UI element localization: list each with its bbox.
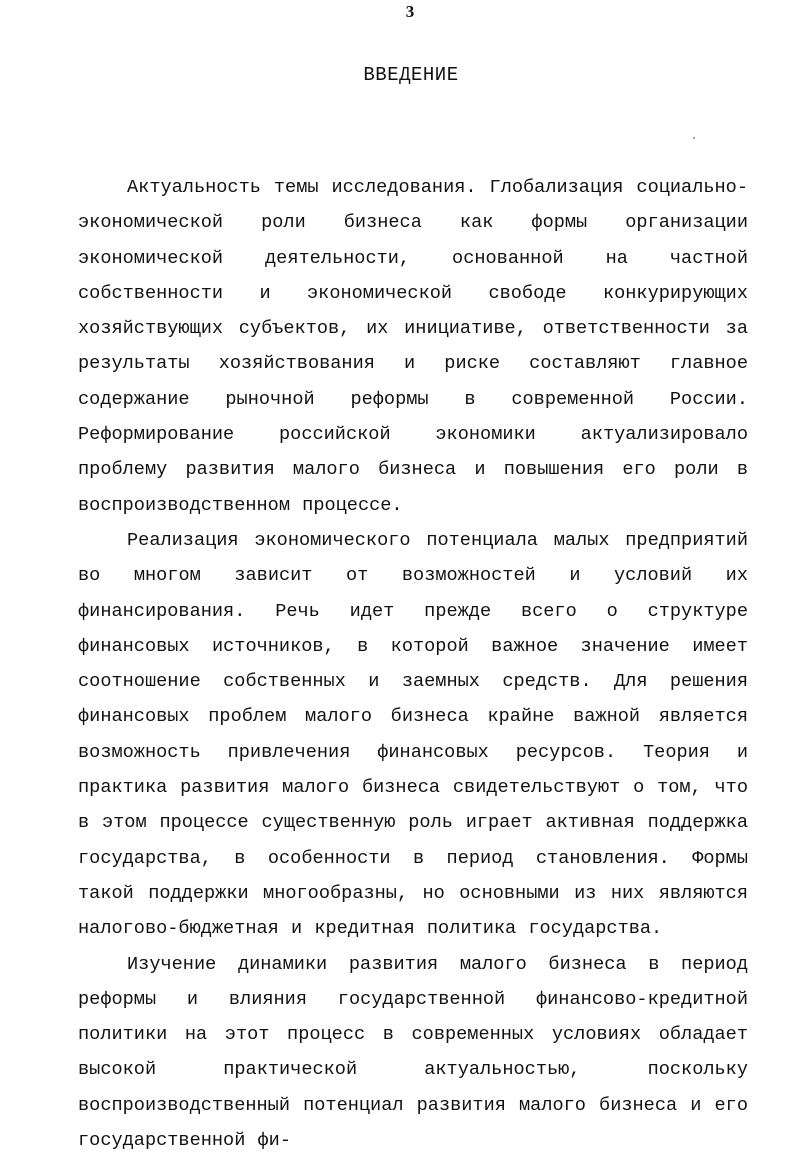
page-number: 3 bbox=[405, 2, 415, 21]
scan-speck bbox=[693, 137, 695, 139]
body-text bbox=[78, 170, 748, 1158]
paragraph-relevance: Актуальность темы исследования. Глобализация социально-экономической роли бизнеса как формы организации экономической деятельности, основанной на частной собственности и экономической свободе конкурирующих хозяйствующих субъектов, их инициативе, ответственности за результаты хозяйствования и риске составляют главное содержание рыночной реформы в современной России. Реформирование российской экономики актуализировало проблему развития малого бизнеса и повышения его роли в воспроизводственном процессе. bbox=[78, 177, 748, 516]
page-title: ВВЕДЕНИЕ bbox=[363, 64, 459, 86]
paragraph-financing: Реализация экономического потенциала малых предприятий во многом зависит от возможностей и условий их финансирования. Речь идет прежде всего о структуре финансовых источников, в которой важное значение имеет соотношение собственных и заемных средств. Для решения финансовых проблем малого бизнеса крайне важной является возможность привлечения финансовых ресурсов. Теория и практика развития малого бизнеса свидетельствуют о том, что в этом процессе существенную роль играет активная поддержка государства, в особенности в период становления. Формы такой поддержки многообразны, но основными из них являются налогово-бюджетная и кредитная политика государства. bbox=[78, 529, 748, 940]
paragraph-study: Изучение динамики развития малого бизнеса в период реформы и влияния государственной финансово-кредитной политики на этот процесс в современных условиях обладает высокой практической актуальностью, поскольку воспроизводственный потенциал развития малого бизнеса и его государственной фи- bbox=[78, 953, 748, 1152]
